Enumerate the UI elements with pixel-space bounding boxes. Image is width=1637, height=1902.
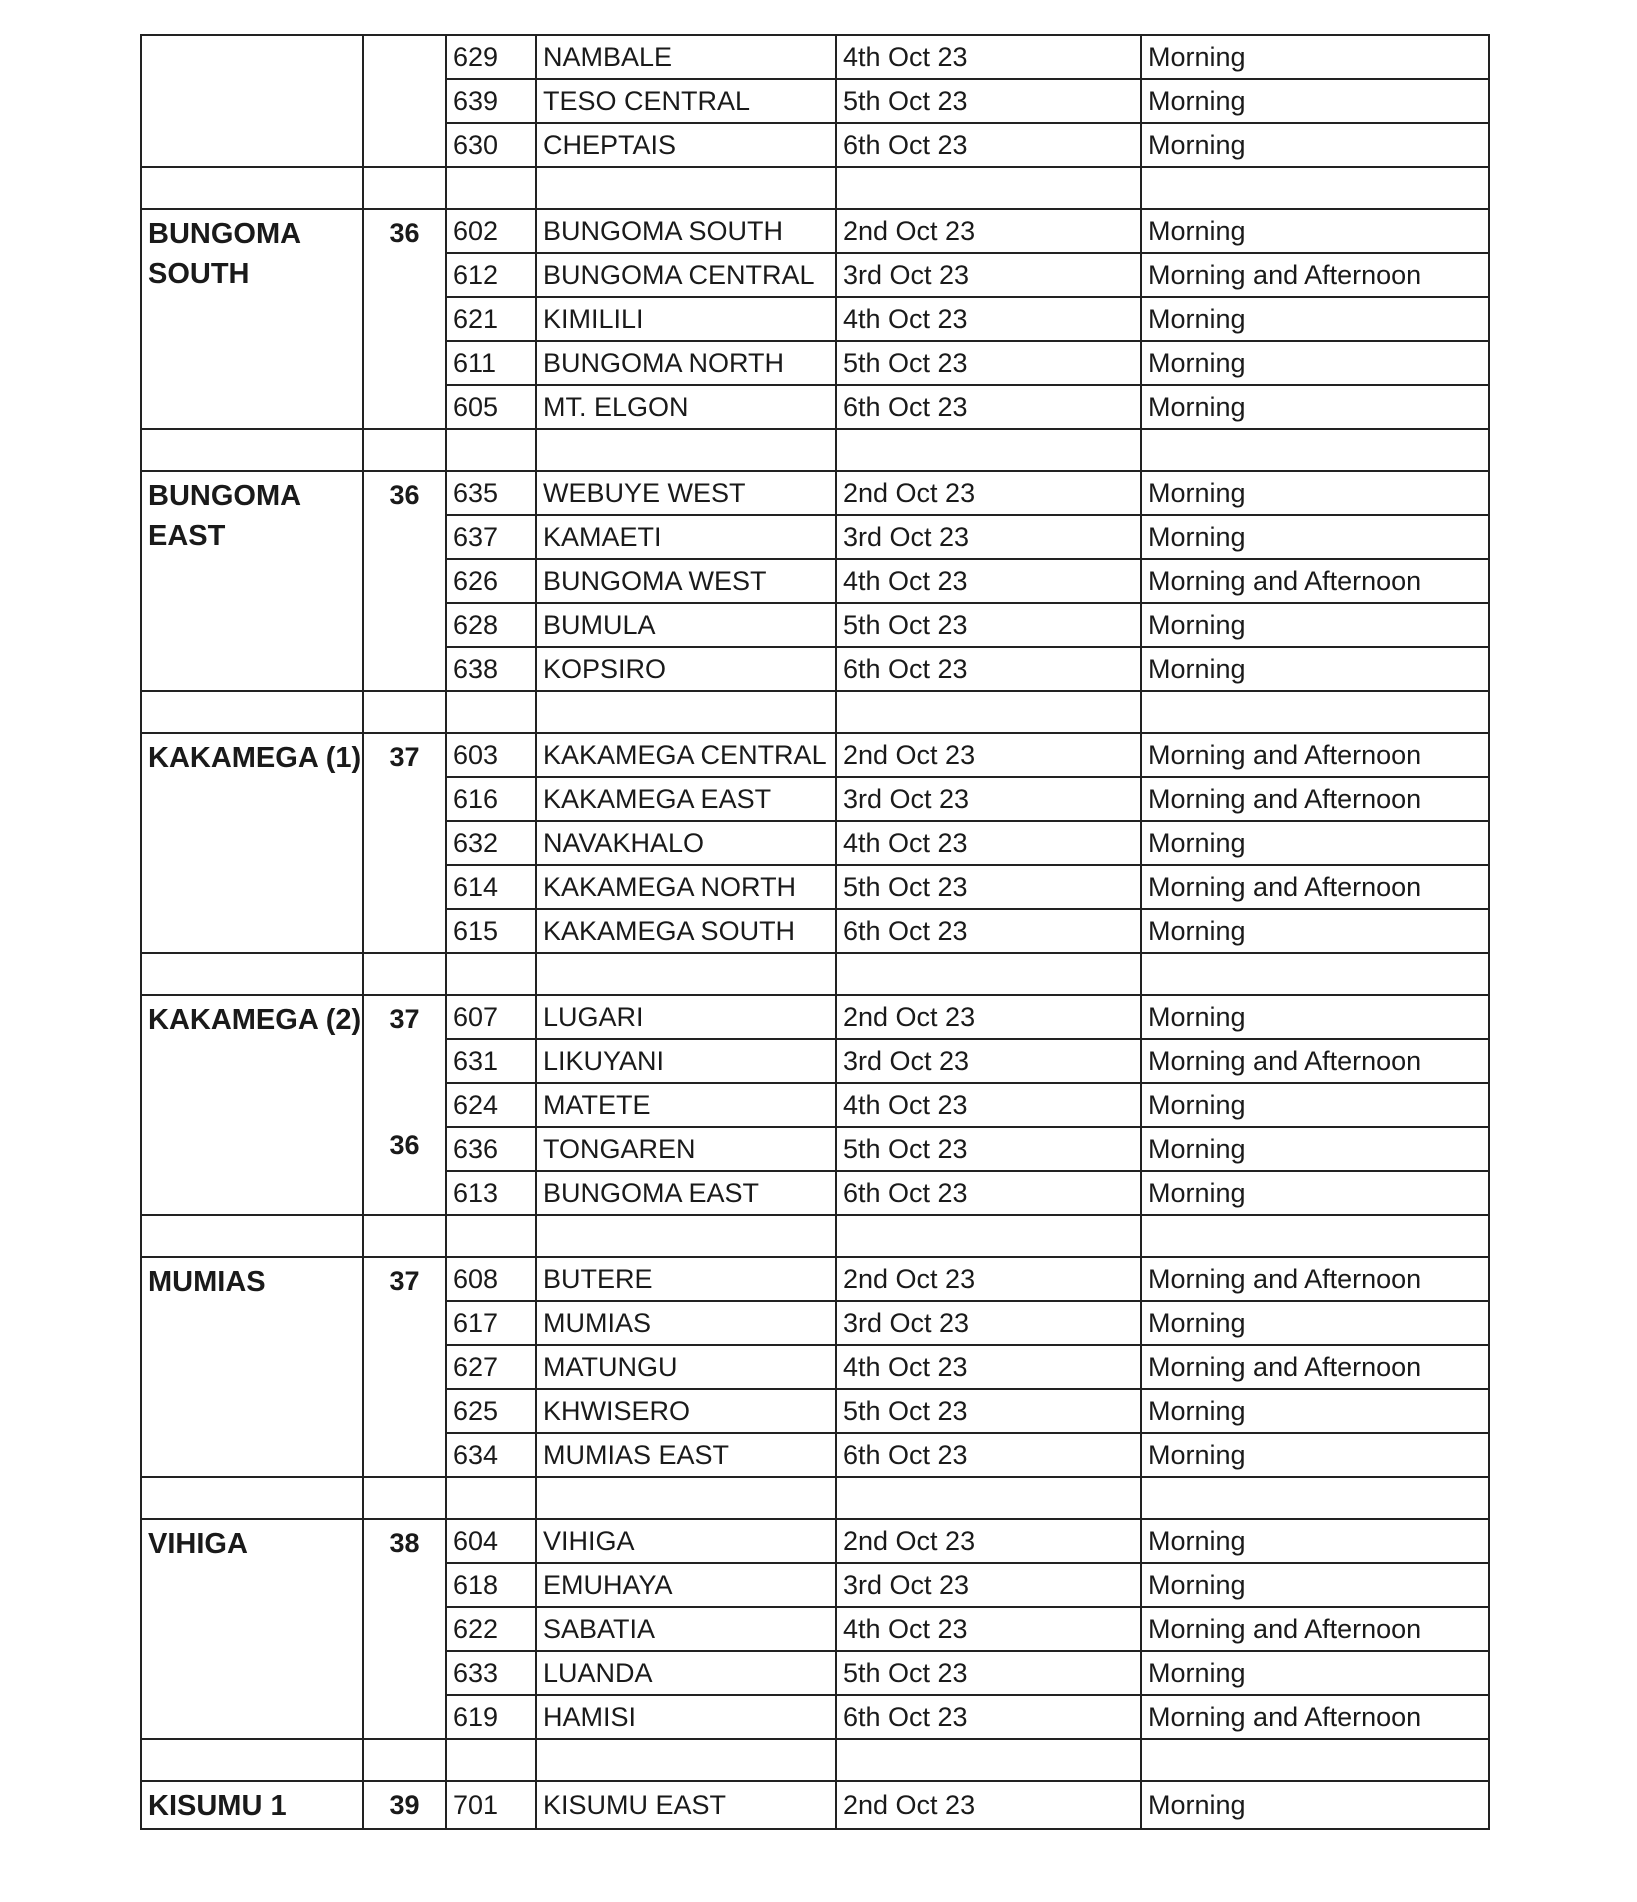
station-code: 619 [446,1695,536,1739]
station-code: 631 [446,1039,536,1083]
station-name: NAVAKHALO [536,821,836,865]
exam-session: Morning and Afternoon [1141,777,1489,821]
exam-session: Morning [1141,209,1489,253]
station-name: WEBUYE WEST [536,471,836,515]
count-value-secondary: 36 [389,1130,420,1160]
exam-session: Morning [1141,995,1489,1039]
empty-cell [446,953,536,995]
station-code: 611 [446,341,536,385]
empty-cell [446,1215,536,1257]
exam-session: Morning and Afternoon [1141,865,1489,909]
exam-session: Morning [1141,385,1489,429]
station-name: MT. ELGON [536,385,836,429]
exam-date: 6th Oct 23 [836,1695,1141,1739]
table-row [141,995,1489,1039]
exam-session: Morning [1141,79,1489,123]
station-name: KAKAMEGA SOUTH [536,909,836,953]
exam-date: 5th Oct 23 [836,1651,1141,1695]
station-code: 630 [446,123,536,167]
station-name: BUNGOMA CENTRAL [536,253,836,297]
station-code: 633 [446,1651,536,1695]
exam-date: 2nd Oct 23 [836,471,1141,515]
station-name: KAMAETI [536,515,836,559]
station-code: 615 [446,909,536,953]
empty-cell [446,167,536,209]
region-name [141,35,363,167]
region-name: KISUMU 1 [141,1781,363,1829]
station-code: 638 [446,647,536,691]
station-code: 621 [446,297,536,341]
exam-session: Morning [1141,123,1489,167]
empty-cell [536,1477,836,1519]
region-name: KAKAMEGA (1) [141,733,363,953]
exam-session: Morning [1141,647,1489,691]
empty-cell [363,167,446,209]
region-count [363,471,446,691]
exam-session: Morning [1141,1651,1489,1695]
table-row [141,209,1489,253]
count-value: 37 [389,742,420,772]
station-name: LUGARI [536,995,836,1039]
station-code: 627 [446,1345,536,1389]
station-name: KAKAMEGA CENTRAL [536,733,836,777]
empty-cell [363,691,446,733]
exam-session: Morning [1141,1171,1489,1215]
station-code: 612 [446,253,536,297]
station-name: BUMULA [536,603,836,647]
exam-date: 2nd Oct 23 [836,209,1141,253]
station-code: 614 [446,865,536,909]
station-code: 605 [446,385,536,429]
station-code: 603 [446,733,536,777]
count-spacer [364,1084,445,1126]
empty-cell [141,953,363,995]
exam-date: 2nd Oct 23 [836,1781,1141,1829]
region-name: MUMIAS [141,1257,363,1477]
exam-date: 4th Oct 23 [836,1607,1141,1651]
exam-session: Morning [1141,1433,1489,1477]
empty-cell [536,167,836,209]
region-count [363,35,446,167]
spacer-row [141,1477,1489,1519]
exam-session: Morning [1141,341,1489,385]
exam-session: Morning [1141,821,1489,865]
empty-cell [1141,167,1489,209]
station-code: 617 [446,1301,536,1345]
exam-session: Morning [1141,1301,1489,1345]
exam-date: 3rd Oct 23 [836,1039,1141,1083]
empty-cell [536,1215,836,1257]
exam-session: Morning and Afternoon [1141,1607,1489,1651]
empty-cell [1141,429,1489,471]
exam-session: Morning and Afternoon [1141,733,1489,777]
station-name: KAKAMEGA NORTH [536,865,836,909]
station-name: SABATIA [536,1607,836,1651]
exam-date: 4th Oct 23 [836,1345,1141,1389]
empty-cell [446,429,536,471]
station-name: KISUMU EAST [536,1781,836,1829]
region-name: KAKAMEGA (2) [141,995,363,1215]
station-name: LIKUYANI [536,1039,836,1083]
exam-session: Morning [1141,1389,1489,1433]
exam-session: Morning and Afternoon [1141,559,1489,603]
exam-session: Morning [1141,471,1489,515]
station-code: 632 [446,821,536,865]
table-row [141,733,1489,777]
station-code: 602 [446,209,536,253]
station-code: 607 [446,995,536,1039]
exam-session: Morning and Afternoon [1141,253,1489,297]
exam-session: Morning and Afternoon [1141,1695,1489,1739]
station-code: 613 [446,1171,536,1215]
exam-date: 5th Oct 23 [836,341,1141,385]
empty-cell [446,691,536,733]
exam-date: 5th Oct 23 [836,603,1141,647]
station-code: 628 [446,603,536,647]
region-count [363,1519,446,1739]
spacer-row [141,1739,1489,1781]
exam-date: 5th Oct 23 [836,865,1141,909]
exam-date: 6th Oct 23 [836,647,1141,691]
count-value: 37 [389,1266,420,1296]
station-name: CHEPTAIS [536,123,836,167]
exam-session: Morning and Afternoon [1141,1345,1489,1389]
schedule-table [140,34,1490,1830]
station-name: MUMIAS EAST [536,1433,836,1477]
empty-cell [363,1739,446,1781]
exam-date: 3rd Oct 23 [836,1563,1141,1607]
exam-date: 6th Oct 23 [836,385,1141,429]
empty-cell [363,1477,446,1519]
region-count [363,209,446,429]
station-code: 616 [446,777,536,821]
table-row [141,471,1489,515]
table-row [141,1257,1489,1301]
exam-date: 6th Oct 23 [836,909,1141,953]
station-code: 604 [446,1519,536,1563]
table-row [141,1781,1489,1829]
exam-date: 6th Oct 23 [836,1433,1141,1477]
exam-session: Morning [1141,1083,1489,1127]
station-code: 618 [446,1563,536,1607]
empty-cell [141,429,363,471]
count-value: 38 [389,1528,420,1558]
count-value: 36 [389,218,420,248]
station-name: BUTERE [536,1257,836,1301]
empty-cell [536,1739,836,1781]
station-name: KOPSIRO [536,647,836,691]
empty-cell [141,1739,363,1781]
exam-session: Morning [1141,603,1489,647]
station-code: 639 [446,79,536,123]
station-name: VIHIGA [536,1519,836,1563]
empty-cell [836,1215,1141,1257]
exam-session: Morning [1141,515,1489,559]
station-code: 608 [446,1257,536,1301]
exam-session: Morning [1141,1519,1489,1563]
region-name: VIHIGA [141,1519,363,1739]
station-code: 635 [446,471,536,515]
station-code: 624 [446,1083,536,1127]
station-code: 637 [446,515,536,559]
empty-cell [836,1739,1141,1781]
station-name: BUNGOMA SOUTH [536,209,836,253]
exam-date: 2nd Oct 23 [836,1519,1141,1563]
empty-cell [446,1477,536,1519]
station-name: BUNGOMA EAST [536,1171,836,1215]
station-name: MUMIAS [536,1301,836,1345]
station-code: 634 [446,1433,536,1477]
exam-session: Morning [1141,909,1489,953]
count-value [364,40,445,82]
spacer-row [141,1215,1489,1257]
exam-date: 3rd Oct 23 [836,515,1141,559]
station-name: MATETE [536,1083,836,1127]
exam-date: 2nd Oct 23 [836,733,1141,777]
station-code: 636 [446,1127,536,1171]
empty-cell [836,429,1141,471]
station-code: 626 [446,559,536,603]
exam-date: 3rd Oct 23 [836,1301,1141,1345]
exam-date: 3rd Oct 23 [836,253,1141,297]
count-value: 37 [389,1004,420,1034]
station-name: TESO CENTRAL [536,79,836,123]
station-name: BUNGOMA WEST [536,559,836,603]
region-name: BUNGOMA EAST [141,471,363,691]
station-code: 625 [446,1389,536,1433]
exam-session: Morning [1141,35,1489,79]
station-name: KHWISERO [536,1389,836,1433]
empty-cell [363,953,446,995]
schedule-body [141,35,1489,1829]
empty-cell [536,691,836,733]
empty-cell [1141,953,1489,995]
spacer-row [141,429,1489,471]
station-name: KAKAMEGA EAST [536,777,836,821]
spacer-row [141,167,1489,209]
station-code: 622 [446,1607,536,1651]
exam-session: Morning [1141,297,1489,341]
exam-session: Morning [1141,1127,1489,1171]
exam-date: 4th Oct 23 [836,35,1141,79]
station-name: TONGAREN [536,1127,836,1171]
station-name: MATUNGU [536,1345,836,1389]
station-name: EMUHAYA [536,1563,836,1607]
empty-cell [836,691,1141,733]
exam-session: Morning [1141,1563,1489,1607]
table-row [141,1519,1489,1563]
spacer-row [141,953,1489,995]
exam-session: Morning and Afternoon [1141,1039,1489,1083]
exam-date: 4th Oct 23 [836,297,1141,341]
exam-date: 2nd Oct 23 [836,995,1141,1039]
count-value: 39 [389,1790,420,1820]
exam-date: 2nd Oct 23 [836,1257,1141,1301]
station-code: 701 [446,1781,536,1829]
schedule-document [140,34,1488,1830]
exam-date: 6th Oct 23 [836,1171,1141,1215]
region-count [363,1257,446,1477]
spacer-row [141,691,1489,733]
station-name: BUNGOMA NORTH [536,341,836,385]
count-spacer [364,1042,445,1084]
station-name: HAMISI [536,1695,836,1739]
empty-cell [1141,1477,1489,1519]
count-value: 36 [389,480,420,510]
exam-session: Morning [1141,1781,1489,1829]
empty-cell [536,429,836,471]
empty-cell [141,1477,363,1519]
empty-cell [363,1215,446,1257]
exam-date: 3rd Oct 23 [836,777,1141,821]
exam-date: 6th Oct 23 [836,123,1141,167]
exam-date: 5th Oct 23 [836,1127,1141,1171]
empty-cell [536,953,836,995]
table-row [141,35,1489,79]
exam-date: 4th Oct 23 [836,559,1141,603]
station-code: 629 [446,35,536,79]
empty-cell [141,167,363,209]
region-count [363,995,446,1215]
empty-cell [836,1477,1141,1519]
exam-session: Morning and Afternoon [1141,1257,1489,1301]
empty-cell [1141,1739,1489,1781]
empty-cell [446,1739,536,1781]
station-name: KIMILILI [536,297,836,341]
exam-date: 4th Oct 23 [836,1083,1141,1127]
empty-cell [363,429,446,471]
empty-cell [836,953,1141,995]
empty-cell [141,1215,363,1257]
station-name: NAMBALE [536,35,836,79]
region-count [363,1781,446,1829]
exam-date: 5th Oct 23 [836,1389,1141,1433]
empty-cell [141,691,363,733]
empty-cell [1141,1215,1489,1257]
station-name: LUANDA [536,1651,836,1695]
exam-date: 5th Oct 23 [836,79,1141,123]
region-name: BUNGOMA SOUTH [141,209,363,429]
empty-cell [836,167,1141,209]
region-count [363,733,446,953]
empty-cell [1141,691,1489,733]
exam-date: 4th Oct 23 [836,821,1141,865]
